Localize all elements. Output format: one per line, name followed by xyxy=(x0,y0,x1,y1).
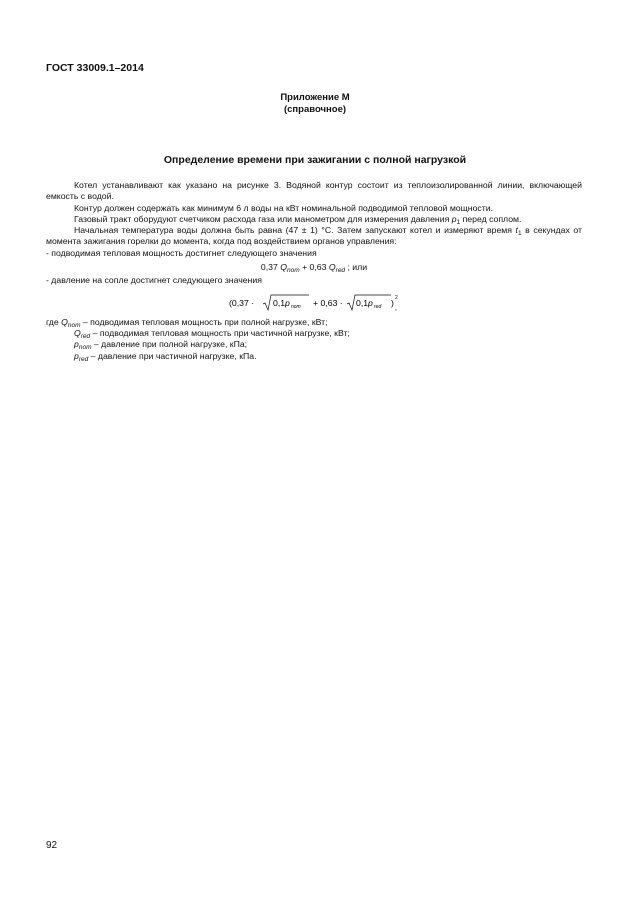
svg-text:0,1: 0,1 xyxy=(356,297,369,308)
svg-text:): ) xyxy=(391,297,394,308)
formula-power: 0,37 $Q_{nom} + 0,63$ $Q_{red}$ ; или xyxy=(260,262,368,275)
svg-text:,: , xyxy=(395,304,397,312)
svg-text:+ 0,63 ·: + 0,63 · xyxy=(313,297,343,308)
paragraph-2: Контур должен содержать как минимум 6 л воды на кВт номинальной подводимой тепловой мощности. xyxy=(74,202,493,213)
definition-p-red: $p_{red}$ – давление при частичной нагрузке, кПа. xyxy=(74,350,257,363)
svg-text:2: 2 xyxy=(395,294,398,301)
list-item-power: - подводимая тепловая мощность достигнет следующего значения xyxy=(46,247,317,258)
page-number: 92 xyxy=(46,840,58,851)
formula-pressure-graphic xyxy=(229,291,399,313)
annex-note: (справочное) xyxy=(283,104,347,115)
definitions-list xyxy=(46,317,582,362)
annex-title: Приложение М xyxy=(280,92,350,103)
svg-text:red: red xyxy=(374,303,382,310)
svg-text:p: p xyxy=(285,297,290,308)
definition-q-red: $Q_{red}$ – подводимая тепловая мощность при частичной нагрузке, кВт; xyxy=(74,327,350,340)
standard-number: ГОСТ 33009.1–2014 xyxy=(46,62,144,74)
svg-text:0,1: 0,1 xyxy=(273,297,286,308)
definition-p-nom: $p_{nom}$ – давление при полной нагрузке, кПа; xyxy=(74,339,248,352)
list-item-pressure: - давление на сопле достигнет следующего значения xyxy=(46,275,262,286)
section-heading: Определение времени при зажигании с полной нагрузкой xyxy=(163,154,467,166)
svg-text:p: p xyxy=(368,297,373,308)
svg-text:(0,37 ·: (0,37 · xyxy=(229,297,255,308)
paragraph-4: Начальная температура воды должна быть равна (47 ± 1) °С. Затем запускают котел и измеряют время $t_1$ в секундах от момента зажигания горелки до момента, когда под воздействием органов управления: xyxy=(46,225,582,247)
document-body xyxy=(46,180,582,362)
definition-q-nom: где $Q_{nom}$ – подводимая тепловая мощность при полной нагрузке, кВт; xyxy=(46,316,328,329)
paragraph-1: Котел устанавливают как указано на рисунке 3. Водяной контур состоит из теплоизолированной линии, включающей емкость с водой. xyxy=(46,180,582,202)
formula-pressure xyxy=(46,291,582,313)
svg-text:nom: nom xyxy=(291,303,301,310)
paragraph-3: Газовый тракт оборудуют счетчиком расхода газа или манометром для измерения давления $p_1$ перед соплом. xyxy=(74,213,522,226)
